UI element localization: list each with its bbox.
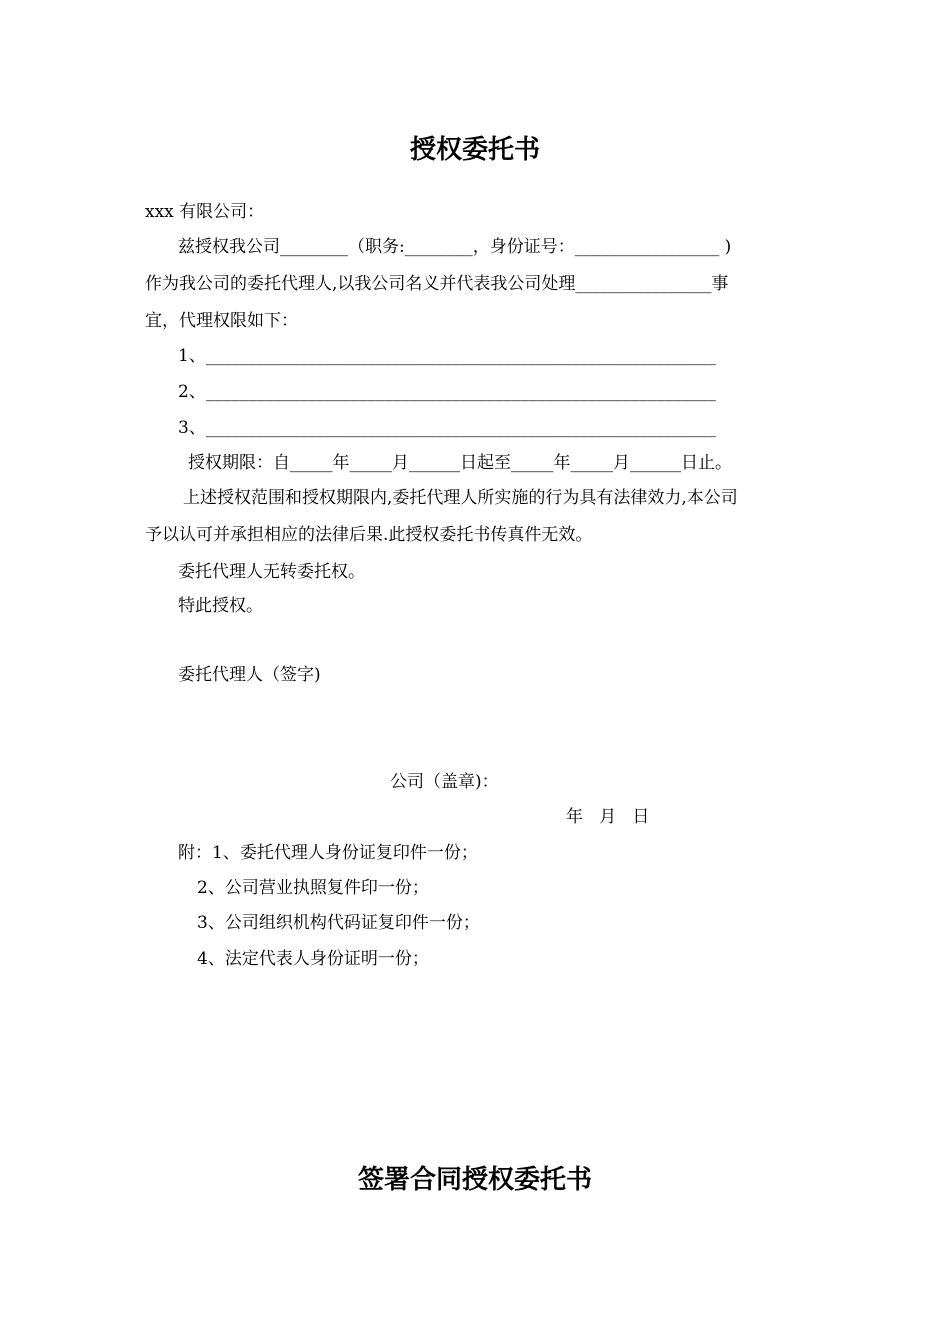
paragraph-2-line-1: 上述授权范围和授权期限内,委托代理人所实施的行为具有法律效力,本公司: [183, 488, 738, 508]
paragraph-1-line-2: 作为我公司的委托代理人,以我公司名义并代表我公司处理________________事: [145, 274, 729, 294]
attachment-2: 2、公司营业执照复件印一份；: [197, 878, 429, 898]
attachment-1: 附：1、委托代理人身份证复印件一份；: [178, 843, 478, 863]
authority-item-3: 3、____________________________________________________________: [178, 418, 716, 438]
paragraph-1-line-1: 兹授权我公司________（职务:________，身份证号：_________________ ): [178, 237, 732, 257]
addressee: xxx 有限公司：: [145, 202, 265, 222]
attachment-3: 3、公司组织机构代码证复印件一份；: [197, 913, 480, 933]
authority-item-1: 1、____________________________________________________________: [178, 346, 716, 366]
next-document-title: 签署合同授权委托书: [357, 1165, 592, 1195]
attachment-4: 4、法定代表人身份证明一份；: [197, 949, 429, 969]
hereby-authorized: 特此授权。: [178, 596, 263, 616]
authorization-period: 授权期限：自_____年_____月______日起至_____年_____月______日止。: [188, 453, 732, 473]
agent-signature-label: 委托代理人（签字): [178, 665, 321, 685]
document-title: 授权委托书: [409, 135, 540, 165]
paragraph-1-line-3: 宜，代理权限如下：: [145, 311, 298, 331]
authority-item-2: 2、____________________________________________________________: [178, 382, 716, 402]
date-line: 年 月 日: [566, 807, 650, 827]
company-seal-label: 公司（盖章)：: [390, 772, 499, 792]
paragraph-2-line-2: 予以认可并承担相应的法律后果.此授权委托书传真件无效。: [145, 525, 593, 545]
no-transfer-clause: 委托代理人无转委托权。: [178, 562, 365, 582]
